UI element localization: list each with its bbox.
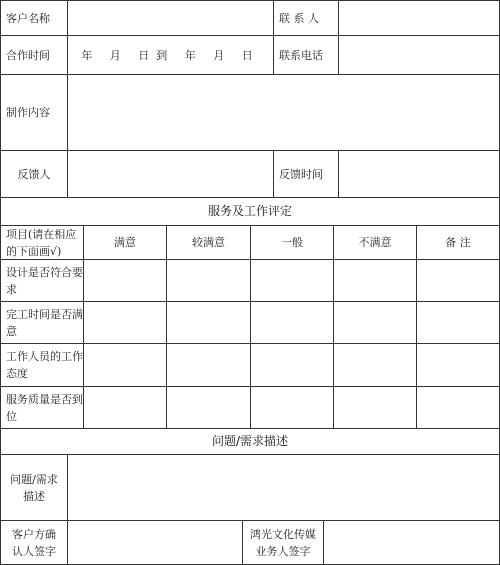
evaluation-row-label-completion-time: 完工时间是否满意: [0, 301, 84, 344]
rating-cell[interactable]: [166, 343, 251, 387]
contact-phone-field[interactable]: [338, 35, 500, 75]
remarks-cell[interactable]: [416, 386, 500, 429]
client-signature-field[interactable]: [67, 520, 243, 565]
remarks-cell[interactable]: [416, 343, 500, 387]
contact-phone-label: 联系电话: [273, 35, 339, 75]
feedback-person-label: 反馈人: [0, 150, 68, 198]
column-header-fairly-satisfied: 较满意: [166, 225, 251, 260]
column-header-average: 一般: [250, 225, 334, 260]
rating-cell[interactable]: [333, 301, 417, 344]
rating-cell[interactable]: [83, 343, 167, 387]
rating-cell[interactable]: [166, 259, 251, 302]
rating-cell[interactable]: [333, 259, 417, 302]
company-staff-signature-label: 鸿光文化传媒业务人签字: [242, 520, 324, 565]
contact-person-field[interactable]: [338, 0, 500, 36]
rating-cell[interactable]: [250, 259, 334, 302]
column-header-satisfied: 满意: [83, 225, 167, 260]
column-header-remarks: 备 注: [416, 225, 500, 260]
cooperation-date-range[interactable]: 年 月 日到 年 月 日: [67, 35, 274, 75]
rating-cell[interactable]: [250, 301, 334, 344]
rating-cell[interactable]: [250, 343, 334, 387]
client-confirm-signature-label: 客户方确认人签字: [0, 520, 68, 565]
issues-label: 问题/需求描述: [0, 454, 68, 521]
remarks-cell[interactable]: [416, 301, 500, 344]
evaluation-row-label-service-quality: 服务质量是否到位: [0, 386, 84, 429]
production-content-field[interactable]: [67, 74, 500, 151]
feedback-time-label: 反馈时间: [273, 150, 339, 198]
client-name-label: 客户名称: [0, 0, 68, 36]
rating-cell[interactable]: [83, 301, 167, 344]
remarks-cell[interactable]: [416, 259, 500, 302]
rating-cell[interactable]: [166, 301, 251, 344]
rating-cell[interactable]: [83, 259, 167, 302]
evaluation-row-label-staff-attitude: 工作人员的工作态度: [0, 343, 84, 387]
rating-cell[interactable]: [83, 386, 167, 429]
feedback-person-field[interactable]: [67, 150, 274, 198]
cooperation-time-label: 合作时间: [0, 35, 68, 75]
production-content-label: 制作内容: [0, 74, 68, 151]
rating-cell[interactable]: [166, 386, 251, 429]
rating-cell[interactable]: [250, 386, 334, 429]
client-name-field[interactable]: [67, 0, 274, 36]
company-signature-field[interactable]: [323, 520, 500, 565]
column-header-unsatisfied: 不满意: [333, 225, 417, 260]
evaluation-section-title: 服务及工作评定: [0, 197, 500, 226]
evaluation-row-label-design: 设计是否符合要求: [0, 259, 84, 302]
issues-section-title: 问题/需求描述: [0, 428, 500, 455]
issues-description-field[interactable]: [67, 454, 500, 521]
evaluation-item-header: 项目(请在相应的下面画√): [0, 225, 84, 260]
rating-cell[interactable]: [333, 386, 417, 429]
feedback-time-field[interactable]: [338, 150, 500, 198]
contact-person-label: 联 系 人: [273, 0, 339, 36]
rating-cell[interactable]: [333, 343, 417, 387]
